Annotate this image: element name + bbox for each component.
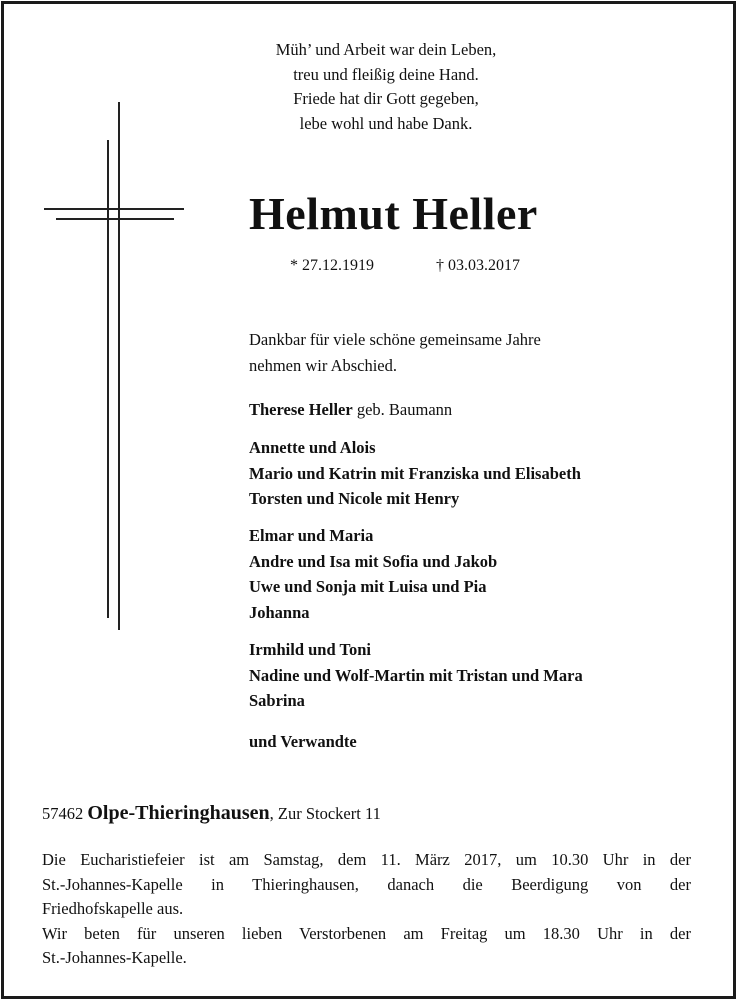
death-date: † 03.03.2017 bbox=[436, 257, 520, 274]
poem-line: lebe wohl und habe Dank. bbox=[299, 113, 473, 133]
poem-line: Friede hat dir Gott gegeben, bbox=[293, 89, 479, 108]
family-line: Mario und Katrin mit Franziska und Elisabeth bbox=[249, 463, 581, 483]
service-line: St.-Johannes-Kapelle in Thieringhausen, danach die Beerdigung von der bbox=[42, 874, 691, 894]
family-group bbox=[249, 435, 581, 512]
farewell-line: nehmen wir Abschied. bbox=[249, 355, 398, 375]
family-line: Andre und Isa mit Sofia und Jakob bbox=[249, 551, 498, 571]
family-group bbox=[249, 523, 497, 625]
service-line: Wir beten für unseren lieben Verstorbenen am Freitag um 18.30 Uhr in der bbox=[42, 923, 691, 943]
spouse bbox=[249, 397, 452, 423]
service-line: St.-Johannes-Kapelle. bbox=[42, 948, 187, 967]
service-line: Friedhofskapelle aus. bbox=[42, 899, 184, 918]
family-line: Nadine und Wolf-Martin mit Tristan und Mara bbox=[249, 665, 583, 685]
deceased-name: Helmut Heller bbox=[249, 188, 538, 239]
family-line: Elmar und Maria bbox=[249, 526, 374, 545]
city: Olpe-Thieringhausen bbox=[87, 802, 270, 824]
relatives: und Verwandte bbox=[249, 732, 357, 751]
birth-date: * 27.12.1919 bbox=[290, 257, 374, 274]
address bbox=[42, 801, 381, 826]
family-line: Johanna bbox=[249, 602, 310, 622]
family-line: Sabrina bbox=[249, 691, 305, 710]
poem-line: treu und fleißig deine Hand. bbox=[293, 64, 479, 84]
street: , Zur Stockert 11 bbox=[269, 804, 381, 823]
family-line: Irmhild und Toni bbox=[249, 640, 371, 659]
farewell-text bbox=[249, 327, 541, 378]
spouse-name: Therese Heller bbox=[249, 400, 353, 419]
poem bbox=[236, 38, 536, 136]
family-line: Uwe und Sonja mit Luisa und Pia bbox=[249, 577, 487, 596]
poem-line: Müh’ und Arbeit war dein Leben, bbox=[275, 40, 497, 59]
service-line: Die Eucharistiefeier ist am Samstag, dem 11. März 2017, um 10.30 Uhr in der bbox=[42, 850, 691, 869]
family-group bbox=[249, 637, 583, 714]
spouse-maiden-name: geb. Baumann bbox=[352, 400, 453, 419]
farewell-line: Dankbar für viele schöne gemeinsame Jahre bbox=[249, 330, 541, 349]
family-line: Torsten und Nicole mit Henry bbox=[249, 489, 460, 508]
postal-code: 57462 bbox=[42, 804, 88, 823]
service-info bbox=[42, 848, 691, 971]
family-line: Annette und Alois bbox=[249, 438, 376, 457]
